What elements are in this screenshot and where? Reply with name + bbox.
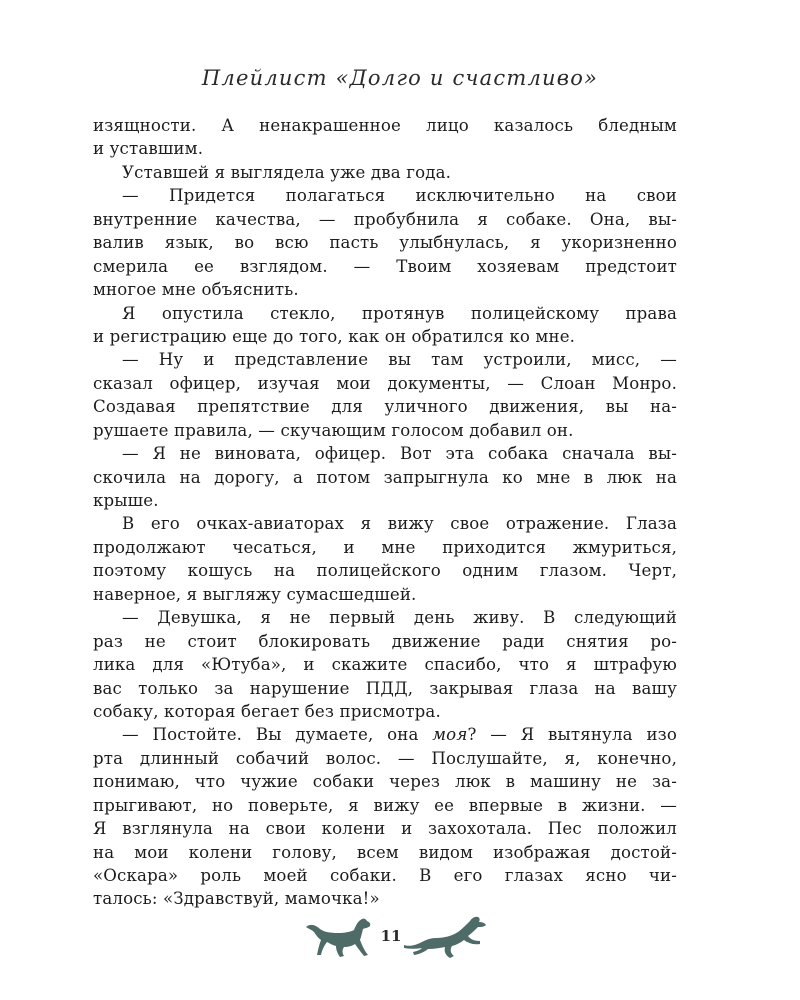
text-line: — Постойте. Вы думаете, она моя? — Я вытянула изо [122, 725, 677, 745]
text-line: лика для «Ютуба», и скажите спасибо, что я штрафую [93, 655, 677, 675]
text-line: и регистрацию еще до того, как он обратился ко мне. [93, 326, 576, 346]
body-text [93, 114, 677, 911]
text-line: крыше. [93, 491, 159, 510]
text-line: рушаете правила, — скучающим голосом добавил он. [93, 420, 574, 440]
text-line: смерила ее взглядом. — Твоим хозяевам предстоит [93, 256, 677, 276]
text-line: понимаю, что чужие собаки через люк в машину не за- [93, 772, 677, 792]
text-line: продолжают чесаться, и мне приходится жмуриться, [93, 537, 677, 557]
text-line: — Я не виновата, офицер. Вот эта собака сначала вы- [122, 444, 677, 464]
text-line: раз не стоит блокировать движение ради снятия ро- [93, 631, 677, 651]
text-line: вас только за нарушение ПДД, закрывая глаза на вашу [93, 678, 677, 698]
text-line: Создавая препятствие для уличного движения, вы на- [93, 397, 677, 417]
page-number: 11 [380, 927, 402, 945]
text-line: внутренние качества, — пробубнила я собаке. Она, вы- [93, 209, 677, 229]
dog-silhouette-icon [400, 905, 490, 961]
text-line: поэтому кошусь на полицейского одним глазом. Черт, [93, 561, 677, 581]
dog-silhouette-icon [300, 905, 380, 961]
text-line: собаку, которая бегает без присмотра. [93, 701, 441, 721]
text-line: рта длинный собачий волос. — Послушайте, я, конечно, [93, 748, 677, 768]
running-title: Плейлист «Долго и счастливо» [201, 66, 599, 90]
text-line: сказал офицер, изучая мои документы, — Слоан Монро. [93, 373, 677, 393]
text-line: В его очках-авиаторах я вижу свое отражение. Глаза [122, 514, 677, 534]
text-line: талось: «Здравствуй, мамочка!» [93, 889, 380, 909]
text-line: «Оскара» роль моей собаки. В его глазах ясно чи- [93, 866, 677, 885]
text-line: — Ну и представление вы там устроили, мисс, — [122, 350, 677, 370]
text-line: Я взглянула на свои колени и захохотала. Пес положил [93, 819, 677, 839]
text-line: валив язык, во всю пасть улыбнулась, я укоризненно [93, 233, 677, 253]
text-line: скочила на дорогу, а потом запрыгнула ко мне в люк на [93, 467, 677, 487]
text-line: на мои колени голову, всем видом изображая достой- [93, 842, 677, 862]
text-line: изящности. А ненакрашенное лицо казалось бледным [93, 116, 677, 135]
text-line: наверное, я выгляжу сумасшедшей. [93, 584, 417, 604]
text-line: Я опустила стекло, протянув полицейскому права [122, 303, 677, 323]
text-line: многое мне объяснить. [93, 280, 299, 300]
page-footer [0, 905, 800, 965]
text-line: Уставшей я выглядела уже два года. [122, 162, 452, 182]
text-line: прыгивают, но поверьте, я вижу ее впервые в жизни. — [93, 795, 677, 815]
text-line: — Девушка, я не первый день живу. В следующий [122, 608, 677, 628]
text-line: — Придется полагаться исключительно на свои [122, 186, 677, 206]
text-line: и уставшим. [93, 139, 204, 159]
